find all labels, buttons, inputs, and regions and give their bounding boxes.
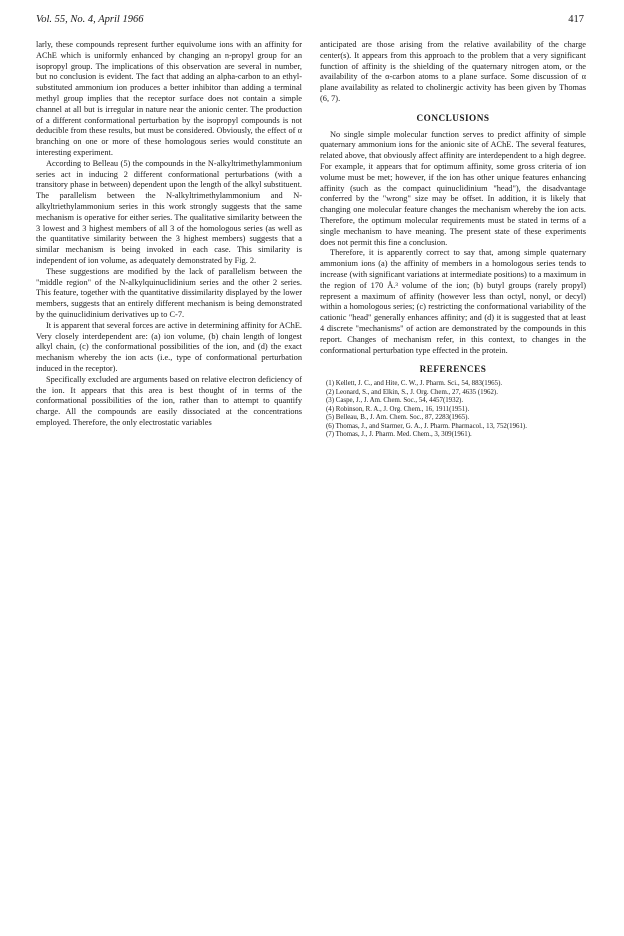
page-number: 417 bbox=[568, 14, 584, 25]
reference-item: (1) Kellett, J. C., and Hite, C. W., J. Pharm. Sci., 54, 883(1965). bbox=[326, 380, 503, 388]
reference-item: (5) Belleau, B., J. Am. Chem. Soc., 87, 2283(1965). bbox=[326, 414, 470, 422]
journal-citation: Vol. 55, No. 4, April 1966 bbox=[36, 14, 144, 25]
conclusions-paragraph: Therefore, it is apparently correct to say that, among simple quaternary ammonium ions (a) the affinity of members in a homologous series tends to increase (with significant variations at intermediate positions) to a maximum in the region of 170 Å.³ volume of the ion; (b) butyl groups (rarely propyl) represent a maximum of affinity (however less than octyl, nonyl, or decyl) within a homologous series; (c) restricting the conformational variability of the cationic "head" generally enhances affinity; and (d) it is suggested that at least 4 discrete "mechanisms" of action are demonstrated by the compounds in this report. Changes of mechanism refer, in this context, to changes in the conformational perturbation type effected in the protein. bbox=[320, 248, 586, 355]
left-column bbox=[36, 40, 302, 429]
right-column bbox=[320, 40, 586, 440]
body-paragraph: anticipated are those arising from the relative availability of the charge center(s). It appears from this approach to the problem that a very significant function of affinity is the shielding of the quaternary nitrogen atom, or the availability of the α-carbon atoms to a plane surface. Some discussion of α plane availability as related to cholinergic activity has been given by Thomas (6, 7). bbox=[320, 40, 586, 103]
references-heading: REFERENCES bbox=[419, 364, 487, 375]
body-paragraph: It is apparent that several forces are active in determining affinity for AChE. Very closely interdependent are: (a) ion volume, (b) chain length of longest alkyl chain, (c) the conformational possibilities of the ion, and (d) the exact mechanism whereby the ion acts (i.e., type of conformational perturbation induced in the receptor). bbox=[36, 320, 302, 373]
reference-item: (2) Leonard, S., and Elkin, S., J. Org. Chem., 27, 4635 (1962). bbox=[326, 388, 498, 396]
reference-item: (6) Thomas, J., and Starmer, G. A., J. Pharm. Pharmacol., 13, 752(1961). bbox=[326, 422, 527, 430]
reference-item: (3) Caspe, J., J. Am. Chem. Soc., 54, 4457(1932). bbox=[326, 397, 464, 405]
running-header bbox=[36, 14, 584, 28]
body-paragraph: larly, these compounds represent further equivolume ions with an affinity for AChE which is uniformly enhanced by changing an n-propyl group for an isopropyl group. The implications of this observation are several in number, but no conclusion is evident. The fact that adding an alpha-carbon to an ethyl-substituted ammonium ion produces a better inhibitor than adding a terminal methyl group implies that the receptor surface does not contain a simple channel at all but is irregular in nature near the anionic center. The production of a different conformational perturbation by the isopropyl compounds is not deducible from these results, but must be considered. Obviously, the effect of α branching on one or more of these homologous series would constitute an interesting experiment. bbox=[36, 40, 302, 157]
reference-item: (4) Robinson, R. A., J. Org. Chem., 16, 1911(1951). bbox=[326, 405, 470, 413]
body-paragraph: Specifically excluded are arguments based on relative electron deficiency of the ion. It appears that this area is best thought of in terms of the conformational possibilities of the ion, rather than to attempt to quantify charge. All the compounds are easily dissociated at the concentrations employed. Therefore, the only electrostatic variables bbox=[36, 374, 302, 427]
references-list bbox=[320, 380, 586, 440]
body-paragraph: These suggestions are modified by the lack of parallelism between the "middle region" of the N-alkylquinuclidinium series and the other 2 series. This feature, together with the quantitative dissimilarity displayed by the lower members, suggests that an entirely different mechanism is being demonstrated by the quinuclidinium derivatives up to C-7. bbox=[36, 266, 302, 319]
conclusions-paragraph: No single simple molecular function serves to predict affinity of simple quaternary ammonium ions for the anionic site of AChE. The several features, related above, that obviously affect affinity are interdependent to a high degree. For example, it appears that for optimum affinity, some gross criteria of ion volume must be met; however, if the ion has other unique features enhancing affinity (such as the compact quinuclidinium "head"), the disadvantage conferred by the "wrong" size may be offset. In addition, it is likely that changing one molecular feature changes the mechanism whereby the ion acts. Therefore, the optimum molecular requirements must be stated in terms of a single mechanism to have meaning. The present state of these experiments does not permit this fine a conclusion. bbox=[320, 129, 586, 247]
body-paragraph: According to Belleau (5) the compounds in the N-alkyltrimethylammonium series act in inducing 2 different conformational perturbations (with a transitory phase in between) dependent upon the length of the alkyl substituent. The parallelism between the N-alkyltrimethylammonium and N-alkyltriethylammonium series in this work strongly suggests that the same mechanism is operative for either series. The qualitative similarity between the 3 lowest and 3 highest members of all 3 of the homologous series (as well as the quantitative similarity between the 3 highest members) suggests that a similar mechanism is being invoked in each case. This similarity is independent of ion volume, as adequately demonstrated by Fig. 2. bbox=[36, 158, 302, 265]
reference-item: (7) Thomas, J., J. Pharm. Med. Chem., 3, 309(1961). bbox=[326, 431, 472, 439]
conclusions-heading: CONCLUSIONS bbox=[416, 112, 490, 123]
